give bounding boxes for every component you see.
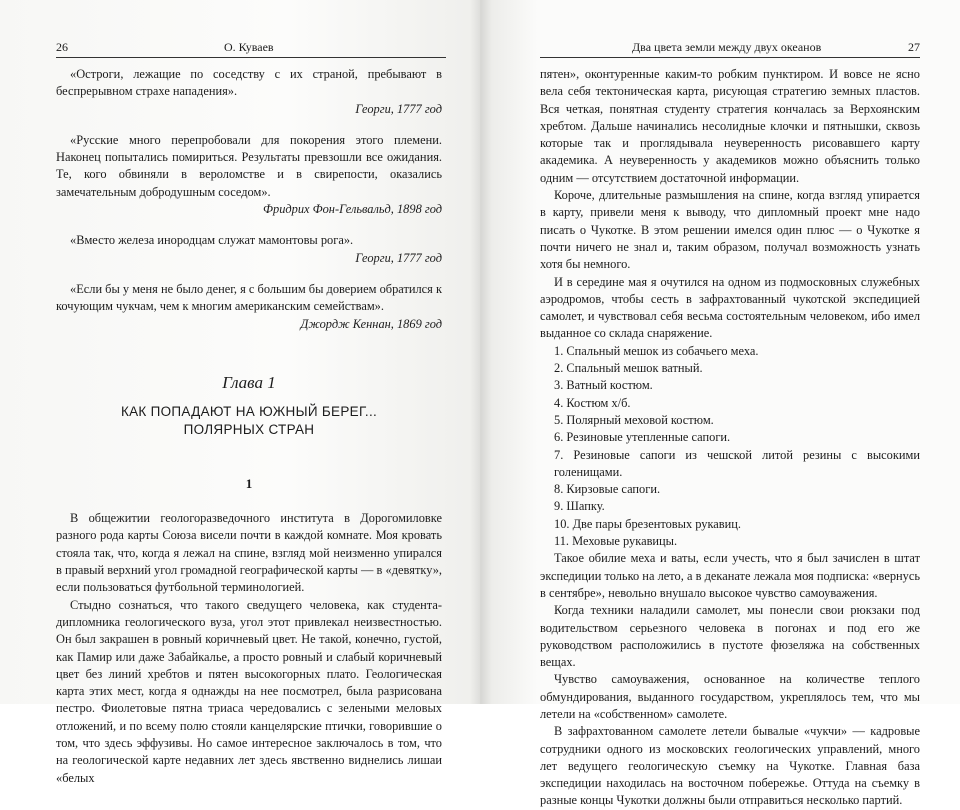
left-header-rule xyxy=(56,57,446,58)
gear-list-item: 2. Спальный мешок ватный. xyxy=(554,361,703,376)
body-paragraph: Стыдно сознаться, что такого сведущего человека, как студента-дипломника геологического вуза, угол этот привлекал неизвестностью. Он был закрашен в ровный коричневый цвет. Не такой, конечно, густой, как Памир или даже Забайкалье, а просто ровный и слабый коричневый цвет без линий хребтов и пятен высокогорных плато. Геологическая карта этих мест, когда я однажды на нее посмотрел, была разрисована пестро. Фиолетовые пятна триаса чередовались с зелеными меловых отложений, и по всему полю стояли канцелярские птички, говорившие о том, что здесь эффузивы. Но самое интересное заключалось в том, что на геологической карте недавних лет здесь явственно виднелись лишаи «белых xyxy=(56,597,442,785)
left-text-column xyxy=(56,66,442,787)
left-running-head-title: О. Куваев xyxy=(224,40,274,54)
chapter-subtitle xyxy=(56,403,442,439)
right-header-rule xyxy=(540,57,920,58)
gear-list-item: 3. Ватный костюм. xyxy=(554,378,653,393)
epigraph-author: Джордж Кеннан, 1869 год xyxy=(300,316,442,331)
body-paragraph: Короче, длительные размышления на спине, когда взгляд упирается в карту, привели меня к выводу, что дипломный проект мне надо писать о Чукотке. В этом решении имелся один плюс — о Чукотке я почти ничего не знал и, таким образом, получал возможность узнать хотя бы немного. xyxy=(540,188,920,272)
gear-list-item: 6. Резиновые утепленные сапоги. xyxy=(554,430,731,445)
epigraph-author: Георги, 1777 год xyxy=(355,250,442,265)
right-text-column xyxy=(540,66,920,810)
chapter-subtitle-line: ПОЛЯРНЫХ СТРАН xyxy=(183,421,315,437)
gear-list-item: 8. Кирзовые сапоги. xyxy=(554,482,661,497)
epigraph-text: «Если бы у меня не было денег, я с большим бы доверием обратился к кочующим чукчам, чем к многим американским семействам». xyxy=(56,281,442,314)
chapter-subtitle-line: КАК ПОПАДАЮТ НА ЮЖНЫЙ БЕРЕГ... xyxy=(120,403,378,419)
gear-list-item: 1. Спальный мешок из собачьего меха. xyxy=(554,343,759,358)
body-paragraph: И в середине мая я очутился на одном из подмосковных служебных аэродромов, чтобы сесть в зафрахтованный чукотской экспедицией самолет, и чувствовал себя весьма состоятельным человеком, ибо имел выданное со склада снаряжение. xyxy=(540,274,920,341)
body-paragraph: Такое обилие меха и ваты, если учесть, что я был зачислен в штат экспедиции только на лето, а в деканате лежала моя подписка: «вернусь в сентябре», невольно внушало высокое чувство самоуважения. xyxy=(540,551,920,600)
chapter-title: Глава 1 xyxy=(222,372,276,392)
right-page-number: 27 xyxy=(908,40,920,54)
epigraph-text: «Русские много перепробовали для покорения этого племени. Наконец попытались помириться. Результаты превзошли все ожидания. Те, кого обвиняли в вероломстве и в свирепости, оказались замечательным добродушным соседом». xyxy=(56,132,442,199)
epigraph-author: Георги, 1777 год xyxy=(355,101,442,116)
right-running-header xyxy=(540,40,920,58)
left-page-number: 26 xyxy=(56,40,68,54)
book-gutter xyxy=(470,0,492,704)
gear-list-item: 4. Костюм х/б. xyxy=(554,395,631,410)
gear-list-item: 9. Шапку. xyxy=(554,499,605,514)
body-paragraph: пятен», оконтуренные каким-то робким пунктиром. И вовсе не ясно вела себя тектоническая карта, рисующая стратегию земных пластов. Вся четкая, понятная студенту стратегия кончалась за Верхоянским хребтом. Дальше начинались несолидные клочки и пятнышки, сквозь которые так и проглядывала неуверенность рисовавшего карту академика. А неуверенность у академиков можно объяснить только одним — отсутствием достаточной информации. xyxy=(540,67,920,185)
epigraph-text: «Вместо железа инородцам служат мамонтовы рога». xyxy=(70,233,354,248)
gear-list-item: 7. Резиновые сапоги из чешской литой резины с высокими голенищами. xyxy=(554,447,920,479)
left-running-header xyxy=(56,40,446,58)
body-paragraph: В общежитии геологоразведочного института в Дорогомиловке разного рода карты Союза висели почти в каждой комнате. Моя кровать стояла так, что, когда я лежал на спине, взгляд мой неизменно упирался в правый верхний угол громадной географической карты — в «девятку», если пользоваться футбольной терминологией. xyxy=(56,511,442,595)
body-paragraph: В зафрахтованном самолете летели бывалые «чукчи» — кадровые сотрудники одного из московских геологических управлений, много лет ведущего геологическую съемку на Чукотке. Главная база экспедиции находилась на восточном побережье. Оттуда на съемку в разные концы Чукотки должны были отправиться несколько партий. xyxy=(540,724,920,808)
gear-list xyxy=(540,343,920,551)
gear-list-item: 5. Полярный меховой костюм. xyxy=(554,412,714,427)
section-number: 1 xyxy=(245,475,253,491)
gear-list-item: 11. Меховые рукавицы. xyxy=(554,534,678,549)
body-paragraph: Когда техники наладили самолет, мы понесли свои рюкзаки под водительством серьезного человека в погонах и под его же руководством расположились в пустоте фюзеляжа на собственных вещах. xyxy=(540,603,920,670)
gear-list-item: 10. Две пары брезентовых рукавиц. xyxy=(554,516,742,531)
epigraph-author: Фридрих Фон-Гельвальд, 1898 год xyxy=(263,202,442,217)
right-running-head-title: Два цвета земли между двух океанов xyxy=(632,40,822,54)
body-paragraph: Чувство самоуважения, основанное на количестве теплого обмундирования, выданного государством, укреплялось тем, что мы летели на «собственном» самолете. xyxy=(540,672,920,721)
epigraph-text: «Остроги, лежащие по соседству с их страной, пребывают в беспрерывном страхе нападения». xyxy=(56,67,442,99)
